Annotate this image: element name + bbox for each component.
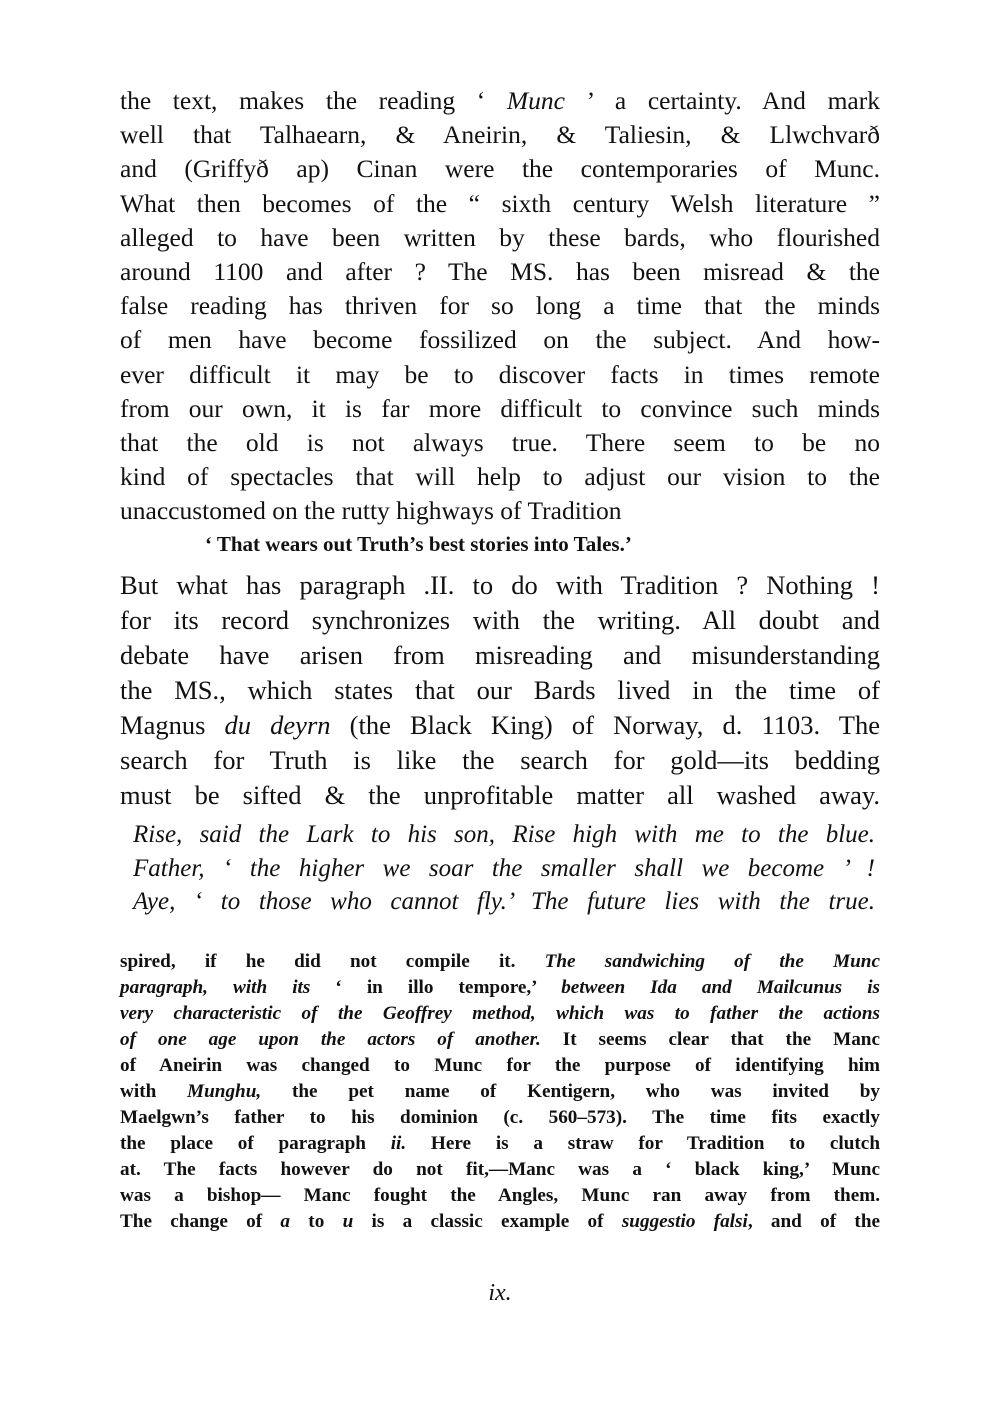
text-line <box>120 1053 880 1079</box>
text-segment: of men have become fossilized on the subject. And how- <box>120 325 880 355</box>
text-segment: for its record synchronizes with the writing. All doubt and <box>120 605 880 635</box>
text-segment: debate have arisen from misreading and misunderstanding <box>120 640 880 670</box>
second-paragraph <box>120 568 880 813</box>
text-segment: around 1100 and after ? The MS. has been misread & the <box>120 257 880 287</box>
text-segment: Aye, ‘ to those who cannot fly.’ The future lies with the true. <box>133 888 875 915</box>
text-line <box>120 460 880 494</box>
text-line <box>120 392 880 426</box>
italic-text: between Ida and Mailcunus is <box>561 977 880 998</box>
text-segment: well that Talhaearn, & Aneirin, & Taliesin, & Llwchvarð <box>120 120 880 150</box>
text-line <box>120 568 880 603</box>
italic-text: Munc <box>506 86 565 115</box>
italic-text: Munghu, <box>187 1081 262 1102</box>
text-segment: of Aneirin was changed to Munc for the purpose of identifying him <box>120 1055 880 1076</box>
italic-text: du deyrn <box>224 710 331 740</box>
text-segment: that the old is not always true. There seem to be no <box>120 428 880 458</box>
text-line <box>133 885 875 919</box>
text-segment: false reading has thriven for so long a time that the minds <box>120 291 880 321</box>
text-line <box>133 852 875 886</box>
quotation: ‘ That wears out Truth’s best stories into Tales.’ <box>205 532 632 556</box>
text-line <box>120 323 880 357</box>
text-line <box>120 1079 880 1105</box>
italic-text: The sandwiching of the Munc <box>544 951 880 972</box>
text-line <box>120 289 880 323</box>
text-line <box>133 818 875 852</box>
italic-text: u <box>342 1211 354 1232</box>
text-line <box>120 1183 880 1209</box>
text-line <box>120 1001 880 1027</box>
text-segment: Magnus <box>120 710 225 740</box>
text-segment: kind of spectacles that will help to adjust our vision to the <box>120 462 880 492</box>
italic-text: very characteristic of the Geoffrey method, which was to father the actions <box>120 1003 880 1024</box>
text-line <box>120 221 880 255</box>
text-line <box>120 975 880 1001</box>
text-line <box>120 152 880 186</box>
text-segment: the MS., which states that our Bards lived in the time of <box>120 675 880 705</box>
italic-text: suggestio falsi <box>621 1211 748 1232</box>
text-line <box>120 494 880 528</box>
text-line <box>120 187 880 221</box>
text-segment: from our own, it is far more difficult to convince such minds <box>120 393 880 423</box>
text-segment: The change of <box>120 1211 281 1232</box>
text-segment: What then becomes of the “ sixth century Welsh literature ” <box>120 188 880 218</box>
text-segment: and (Griffyð ap) Cinan were the contemporaries of Munc. <box>120 154 880 184</box>
text-line <box>120 743 880 778</box>
text-segment: Father, ‘ the higher we soar the smaller shall we become ’ ! <box>133 854 875 882</box>
text-segment: to <box>290 1211 343 1232</box>
text-segment: at. The facts however do not fit,—Manc was a ‘ black king,’ Munc <box>120 1159 880 1180</box>
text-segment: unaccustomed on the rutty highways of Tradition <box>120 496 622 526</box>
text-line <box>120 778 880 813</box>
text-segment: (the Black King) of Norway, d. 1103. The <box>330 710 881 740</box>
text-segment: with <box>120 1081 188 1102</box>
text-segment: must be sifted & the unprofitable matter all washed away. <box>120 780 880 810</box>
text-line <box>120 358 880 392</box>
text-line <box>120 603 880 638</box>
text-line <box>120 426 880 460</box>
text-segment: the pet name of Kentigern, who was invited by <box>261 1081 880 1102</box>
page-number: ix. <box>488 1280 512 1306</box>
text-segment: Rise, said the Lark to his son, Rise high with me to the blue. <box>133 821 875 848</box>
text-segment: ’ a certainty. And mark <box>564 86 880 115</box>
italic-text: of one age upon the actors of another. <box>120 1029 541 1050</box>
text-line <box>120 1027 880 1053</box>
footnote <box>120 949 880 1235</box>
text-segment: Here is a straw for Tradition to clutch <box>406 1133 880 1154</box>
text-segment: ever difficult it may be to discover facts in times remote <box>120 359 880 389</box>
text-line <box>120 118 880 152</box>
text-line <box>120 673 880 708</box>
text-segment: search for Truth is like the search for gold—its bedding <box>120 745 880 775</box>
text-segment: the place of paragraph <box>120 1133 391 1154</box>
text-segment: the text, makes the reading ‘ <box>120 86 507 115</box>
main-paragraph <box>120 84 880 529</box>
text-line <box>120 1209 880 1235</box>
italic-text: a <box>280 1211 291 1232</box>
text-segment: Maelgwn’s father to his dominion (c. 560–573). The time fits exactly <box>120 1107 880 1128</box>
text-line <box>120 84 880 118</box>
italic-text: ii. <box>390 1133 407 1154</box>
text-segment: alleged to have been written by these bards, who flourished <box>120 222 880 252</box>
text-segment: But what has paragraph .II. to do with Tradition ? Nothing ! <box>120 570 880 600</box>
text-segment: It seems clear that the Manc <box>540 1029 880 1050</box>
poem <box>133 818 875 919</box>
text-line <box>120 255 880 289</box>
text-segment: , and of the <box>747 1211 881 1232</box>
text-segment: ‘ in illo tempore,’ <box>310 977 562 998</box>
text-segment: spired, if he did not compile it. <box>120 951 545 972</box>
italic-text: paragraph, with its <box>120 977 311 998</box>
text-line <box>120 1131 880 1157</box>
text-line <box>120 1105 880 1131</box>
text-line <box>120 638 880 673</box>
text-line <box>120 949 880 975</box>
text-line <box>120 1157 880 1183</box>
text-segment: is a classic example of <box>353 1211 622 1232</box>
text-line <box>120 708 880 743</box>
text-segment: was a bishop— Manc fought the Angles, Munc ran away from them. <box>120 1185 880 1206</box>
